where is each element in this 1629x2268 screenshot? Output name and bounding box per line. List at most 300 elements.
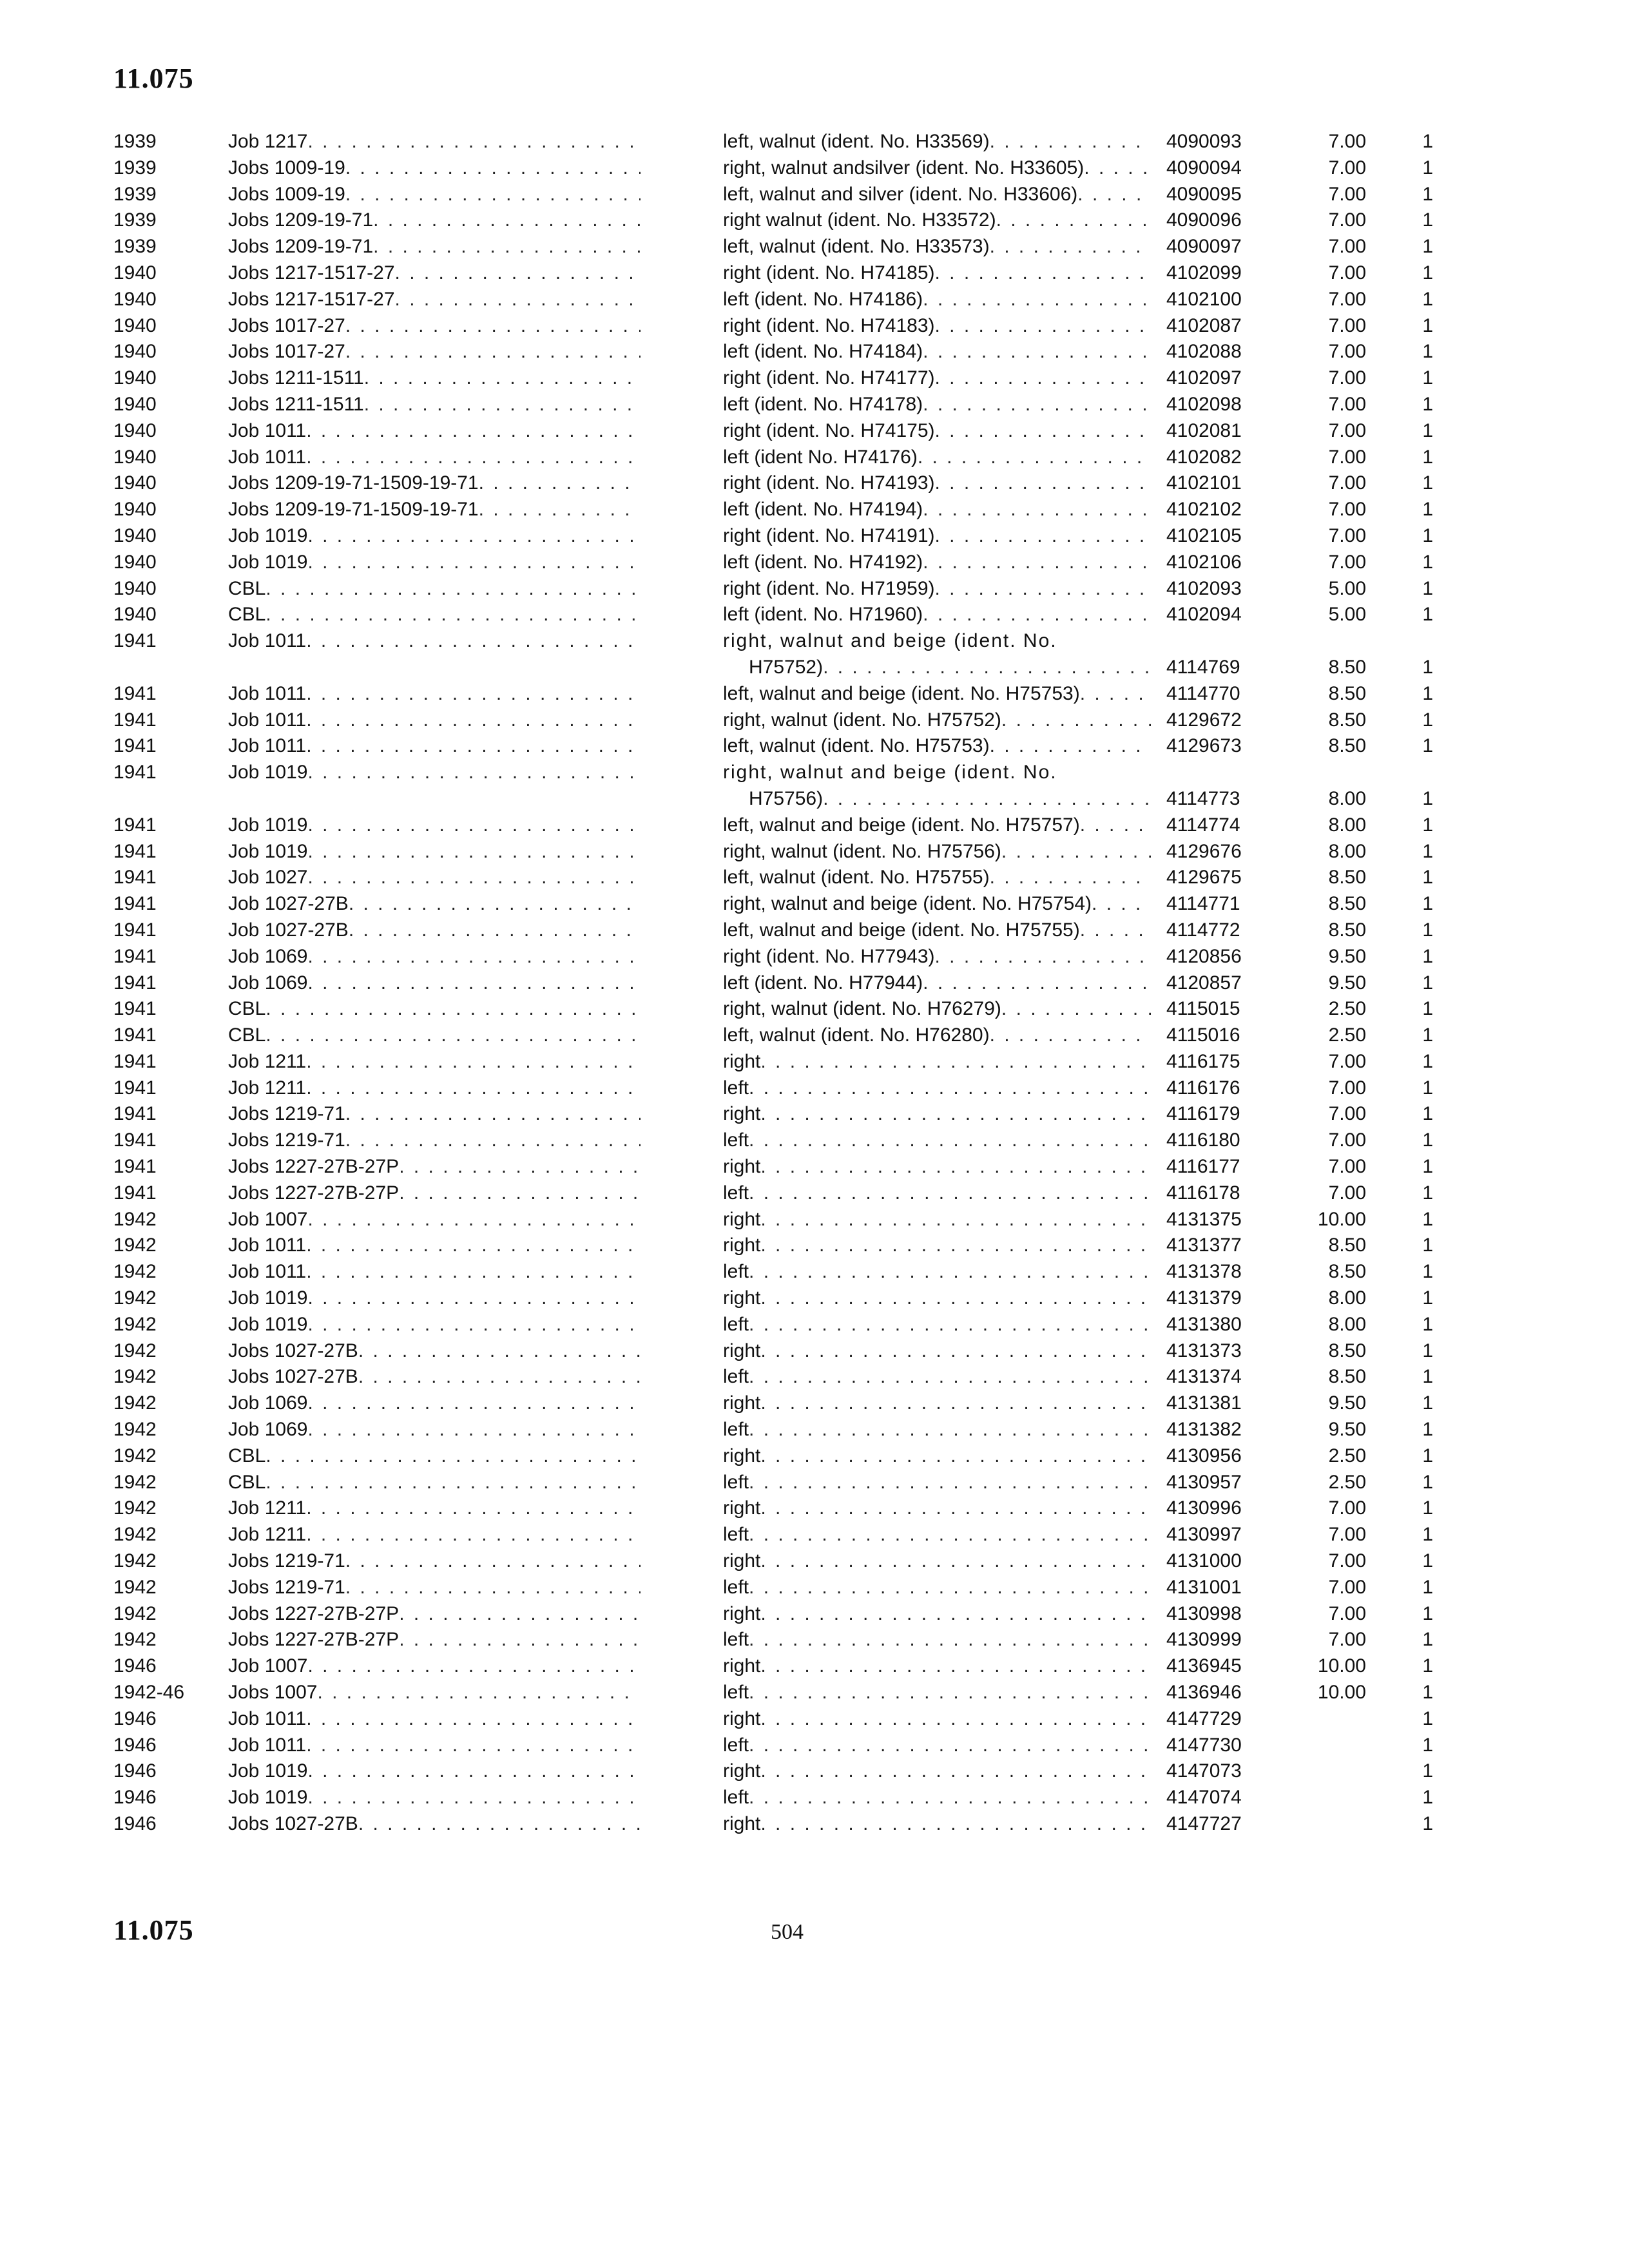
table-row (0, 418, 1629, 445)
year-cell: 1946 (113, 1787, 157, 1809)
job-cell (228, 129, 641, 155)
job-cell (228, 234, 641, 260)
job-text: Job 1069 (228, 1419, 308, 1441)
dot-leader (307, 865, 641, 891)
part-number-cell: 4131375 (1166, 1208, 1242, 1230)
job-text: Job 1027-27B (228, 893, 349, 915)
quantity-cell: 1 (1422, 998, 1433, 1020)
quantity-cell: 1 (1422, 893, 1433, 915)
quantity-cell: 1 (1422, 209, 1433, 231)
price-cell: 7.00 (1328, 1103, 1366, 1125)
table-row (0, 550, 1629, 576)
year-cell: 1940 (113, 393, 157, 415)
part-number-cell: 4129676 (1166, 840, 1242, 862)
price-cell: 8.50 (1328, 682, 1366, 704)
job-cell (228, 418, 641, 445)
dot-leader (749, 1627, 1151, 1653)
year-cell: 1941 (113, 814, 157, 836)
job-cell (228, 260, 641, 287)
job-cell (228, 1390, 641, 1417)
section-number-header: 11.075 (113, 62, 194, 94)
year-cell: 1940 (113, 262, 157, 284)
table-row (0, 970, 1629, 997)
dot-leader (479, 470, 641, 497)
description-text: right (723, 1340, 761, 1361)
quantity-cell: 1 (1422, 1655, 1433, 1677)
job-cell (228, 1312, 641, 1338)
dot-leader (749, 1259, 1151, 1285)
job-text: Job 1019 (228, 762, 308, 783)
price-cell: 8.50 (1328, 709, 1366, 731)
table-row (0, 497, 1629, 523)
price-cell: 2.50 (1328, 1445, 1366, 1466)
table-row (0, 1733, 1629, 1759)
table-row (0, 392, 1629, 418)
description-cell (723, 1312, 1151, 1338)
quantity-cell: 1 (1422, 1682, 1433, 1704)
description-cell (723, 839, 1151, 865)
description-text: right (ident. No. H77943) (723, 945, 935, 967)
job-text: Job 1069 (228, 945, 308, 967)
dot-leader (265, 1470, 641, 1496)
price-cell: 7.00 (1328, 236, 1366, 258)
quantity-cell: 1 (1422, 1050, 1433, 1072)
table-row (0, 944, 1629, 970)
description-text: left, walnut and beige (ident. No. H75755) (723, 919, 1080, 941)
year-cell: 1942 (113, 1366, 157, 1388)
job-text: Jobs 1017-27 (228, 314, 345, 336)
job-cell (228, 1338, 641, 1365)
table-row (0, 1207, 1629, 1233)
description-text: left (ident. No. H74192) (723, 551, 923, 573)
year-cell: 1942 (113, 1287, 157, 1309)
table-row (0, 1548, 1629, 1575)
table-row (0, 1338, 1629, 1365)
year-cell: 1941 (113, 1024, 157, 1046)
dot-leader (345, 182, 641, 208)
job-cell (228, 1785, 641, 1811)
year-cell: 1942 (113, 1471, 157, 1493)
dot-leader (307, 944, 641, 970)
description-cell (723, 1575, 1151, 1601)
description-text: left (ident. No. H71960) (723, 604, 923, 626)
job-text: Jobs 1219-71 (228, 1103, 345, 1125)
table-row (0, 839, 1629, 865)
part-number-cell: 4131379 (1166, 1287, 1242, 1309)
description-text: left (723, 1576, 749, 1598)
table-row (0, 1259, 1629, 1285)
quantity-cell: 1 (1422, 1471, 1433, 1493)
description-text: left (ident No. H74176) (723, 446, 918, 468)
description-text: right (723, 1156, 761, 1178)
job-cell (228, 681, 641, 707)
quantity-cell: 1 (1422, 499, 1433, 521)
year-cell: 1939 (113, 236, 157, 258)
table-row (0, 1101, 1629, 1128)
job-cell (228, 1758, 641, 1785)
price-cell: 7.00 (1328, 209, 1366, 231)
dot-leader (749, 1180, 1151, 1207)
job-text: CBL (228, 1445, 266, 1466)
job-cell (228, 1154, 641, 1180)
dot-leader (749, 1075, 1151, 1102)
dot-leader (760, 1706, 1151, 1733)
job-cell (228, 1575, 641, 1601)
year-cell: 1942 (113, 1550, 157, 1572)
description-text: left (ident. No. H74178) (723, 393, 923, 415)
dot-leader (760, 1653, 1151, 1680)
part-number-cell: 4130996 (1166, 1497, 1242, 1519)
table-row (0, 1364, 1629, 1390)
table-row (0, 812, 1629, 839)
dot-leader (306, 1522, 641, 1548)
description-cell (723, 1443, 1151, 1470)
price-cell: 7.00 (1328, 1497, 1366, 1519)
price-cell: 8.50 (1328, 1366, 1366, 1388)
year-cell: 1941 (113, 972, 157, 994)
quantity-cell: 1 (1422, 1340, 1433, 1361)
part-number-cell: 4120856 (1166, 945, 1242, 967)
dot-leader (760, 1495, 1151, 1522)
dot-leader (760, 1207, 1151, 1233)
dot-leader (307, 129, 641, 155)
description-text: left, walnut (ident. No. H75753) (723, 735, 990, 757)
description-text: right (723, 1497, 761, 1519)
job-cell (228, 1364, 641, 1390)
part-number-cell: 4102094 (1166, 604, 1242, 626)
job-text: Jobs 1027-27B (228, 1366, 358, 1388)
table-row (0, 681, 1629, 707)
year-cell: 1941 (113, 840, 157, 862)
job-text: Jobs 1027-27B (228, 1340, 358, 1361)
description-cell (723, 707, 1151, 734)
year-cell: 1942 (113, 1208, 157, 1230)
description-cell (723, 681, 1151, 707)
price-cell: 7.00 (1328, 314, 1366, 336)
price-cell: 9.50 (1328, 972, 1366, 994)
quantity-cell: 1 (1422, 288, 1433, 310)
year-cell: 1941 (113, 1077, 157, 1099)
quantity-cell: 1 (1422, 1524, 1433, 1546)
part-number-cell: 4129675 (1166, 867, 1242, 889)
job-cell (228, 1259, 641, 1285)
description-cell (723, 891, 1151, 918)
part-number-cell: 4129672 (1166, 709, 1242, 731)
part-number-cell: 4136946 (1166, 1682, 1242, 1704)
description-text: left (ident. No. H74186) (723, 288, 923, 310)
quantity-cell: 1 (1422, 1576, 1433, 1598)
job-text: Job 1011 (228, 419, 307, 441)
job-cell (228, 1233, 641, 1259)
description-cell (723, 1364, 1151, 1390)
job-text: Job 1019 (228, 1313, 308, 1335)
description-cell (723, 155, 1151, 182)
table-row (0, 918, 1629, 944)
dot-leader (307, 1390, 641, 1417)
table-row (0, 234, 1629, 260)
dot-leader (749, 1312, 1151, 1338)
price-cell: 7.00 (1328, 1550, 1366, 1572)
job-text: Job 1211 (228, 1497, 307, 1519)
description-text: right, walnut (ident. No. H76279) (723, 998, 1001, 1020)
quantity-cell: 1 (1422, 1313, 1433, 1335)
year-cell: 1942 (113, 1340, 157, 1361)
job-text: Job 1011 (228, 1261, 307, 1283)
dot-leader (307, 760, 641, 786)
job-cell (228, 497, 641, 523)
job-cell (228, 1128, 641, 1154)
dot-leader (345, 1548, 641, 1575)
price-cell: 7.00 (1328, 1077, 1366, 1099)
description-cell (723, 1128, 1151, 1154)
job-text: Jobs 1211-1511 (228, 367, 364, 389)
description-text: right (723, 1287, 761, 1309)
price-cell: 7.00 (1328, 551, 1366, 573)
year-cell: 1940 (113, 604, 157, 626)
job-text: Jobs 1209-19-71 (228, 209, 374, 231)
description-cell (723, 1075, 1151, 1102)
job-cell (228, 1443, 641, 1470)
year-cell: 1946 (113, 1707, 157, 1729)
dot-leader (265, 1443, 641, 1470)
job-cell (228, 392, 641, 418)
dot-leader (760, 1601, 1151, 1628)
job-text: Job 1011 (228, 709, 307, 731)
dot-leader (307, 839, 641, 865)
dot-leader (935, 944, 1151, 970)
table-row (0, 313, 1629, 340)
job-cell (228, 339, 641, 365)
quantity-cell: 1 (1422, 1497, 1433, 1519)
dot-leader (317, 1680, 641, 1706)
description-text: right (723, 1813, 761, 1834)
description-cell (723, 1470, 1151, 1496)
quantity-cell: 1 (1422, 735, 1433, 757)
description-text: right (723, 1050, 761, 1072)
job-text: Jobs 1227-27B-27P (228, 1629, 400, 1651)
description-cell (723, 1548, 1151, 1575)
part-number-cell: 4102081 (1166, 419, 1242, 441)
description-text: right (ident. No. H71959) (723, 577, 935, 599)
dot-leader (760, 1338, 1151, 1365)
description-cell (723, 996, 1151, 1023)
dot-leader (1001, 996, 1151, 1023)
dot-leader (358, 1338, 641, 1365)
price-cell: 7.00 (1328, 499, 1366, 521)
table-row (0, 1680, 1629, 1706)
job-text: Job 1019 (228, 814, 308, 836)
year-cell: 1941 (113, 945, 157, 967)
year-cell: 1939 (113, 131, 157, 152)
price-cell: 8.50 (1328, 867, 1366, 889)
part-number-cell: 4120857 (1166, 972, 1242, 994)
description-text: right (ident. No. H74175) (723, 419, 935, 441)
dot-leader (760, 1233, 1151, 1259)
dot-leader (307, 1285, 641, 1312)
description-cell (723, 523, 1151, 550)
description-text: right (723, 1445, 761, 1466)
dot-leader (399, 1154, 641, 1180)
quantity-cell: 1 (1422, 1235, 1433, 1256)
table-row (0, 470, 1629, 497)
job-cell (228, 207, 641, 234)
description-cell (723, 287, 1151, 313)
job-text: Job 1211 (228, 1050, 307, 1072)
year-cell: 1939 (113, 209, 157, 231)
dot-leader (760, 1811, 1151, 1838)
description-cell (723, 760, 1151, 812)
job-cell (228, 1495, 641, 1522)
table-row (0, 155, 1629, 182)
quantity-cell: 1 (1422, 1156, 1433, 1178)
description-cell (723, 445, 1151, 471)
description-text: left (723, 1182, 749, 1204)
description-cell (723, 1522, 1151, 1548)
dot-leader (373, 234, 641, 260)
quantity-cell: 1 (1422, 709, 1433, 731)
year-cell: 1941 (113, 867, 157, 889)
year-cell: 1946 (113, 1734, 157, 1756)
quantity-cell: 1 (1422, 551, 1433, 573)
dot-leader (307, 1207, 641, 1233)
quantity-cell: 1 (1422, 1445, 1433, 1466)
part-number-cell: 4114769 (1166, 656, 1240, 678)
dot-leader (990, 1023, 1151, 1049)
dot-leader (760, 1548, 1151, 1575)
job-cell (228, 1627, 641, 1653)
price-cell: 8.00 (1328, 814, 1366, 836)
job-cell (228, 1049, 641, 1075)
job-text: Job 1217 (228, 131, 308, 152)
part-number-cell: 4114774 (1166, 814, 1240, 836)
table-row (0, 1049, 1629, 1075)
job-text: Job 1007 (228, 1208, 308, 1230)
dot-leader (306, 628, 641, 655)
job-text: Job 1011 (228, 1734, 307, 1756)
description-cell (723, 1101, 1151, 1128)
price-cell: 8.00 (1328, 1287, 1366, 1309)
description-text: right (ident. No. H74193) (723, 472, 935, 494)
job-text: Jobs 1209-19-71-1509-19-71 (228, 499, 479, 521)
table-row (0, 1575, 1629, 1601)
dot-leader (923, 550, 1151, 576)
quantity-cell: 1 (1422, 1103, 1433, 1125)
table-row (0, 1522, 1629, 1548)
quantity-cell: 1 (1422, 1707, 1433, 1729)
dot-leader (399, 1601, 641, 1628)
description-text: right (723, 1103, 761, 1125)
quantity-cell: 1 (1422, 183, 1433, 205)
job-text: Jobs 1219-71 (228, 1550, 345, 1572)
part-number-cell: 4131381 (1166, 1392, 1242, 1414)
price-cell: 7.00 (1328, 262, 1366, 284)
dot-leader (760, 1390, 1151, 1417)
part-number-cell: 4131377 (1166, 1235, 1242, 1256)
job-text: Job 1011 (228, 630, 307, 652)
part-number-cell: 4115016 (1166, 1024, 1240, 1046)
job-text: Jobs 1009-19 (228, 183, 345, 205)
part-number-cell: 4131373 (1166, 1340, 1242, 1361)
quantity-cell: 1 (1422, 1602, 1433, 1624)
dot-leader (1080, 812, 1151, 839)
dot-leader (923, 287, 1151, 313)
description-cell (723, 1180, 1151, 1207)
description-text: left, walnut (ident. No. H75755) (723, 867, 990, 889)
dot-leader (307, 1312, 641, 1338)
dot-leader (306, 1233, 641, 1259)
part-number-cell: 4136945 (1166, 1655, 1242, 1677)
part-number-cell: 4115015 (1166, 998, 1240, 1020)
job-text: Job 1011 (228, 446, 307, 468)
dot-leader (990, 234, 1151, 260)
dot-leader (395, 287, 641, 313)
table-row (0, 865, 1629, 891)
description-cell (723, 1601, 1151, 1628)
part-number-cell: 4131374 (1166, 1366, 1242, 1388)
description-text: right (ident. No. H74183) (723, 314, 935, 336)
description-cell (723, 918, 1151, 944)
quantity-cell: 1 (1422, 419, 1433, 441)
price-cell: 8.50 (1328, 656, 1366, 678)
job-text: Jobs 1219-71 (228, 1129, 345, 1151)
job-text: Jobs 1007 (228, 1682, 318, 1704)
part-number-cell: 4090095 (1166, 183, 1242, 205)
description-cell (723, 1233, 1151, 1259)
job-text: Job 1069 (228, 972, 308, 994)
dot-leader (823, 786, 1151, 812)
quantity-cell: 1 (1422, 919, 1433, 941)
quantity-cell: 1 (1422, 1261, 1433, 1283)
description-cell (723, 313, 1151, 340)
year-cell: 1940 (113, 341, 157, 363)
dot-leader (760, 1154, 1151, 1180)
quantity-cell: 1 (1422, 314, 1433, 336)
description-text: left (ident. No. H77944) (723, 972, 923, 994)
year-cell: 1939 (113, 157, 157, 178)
job-cell (228, 1680, 641, 1706)
job-cell (228, 313, 641, 340)
description-text: right, walnut and beige (ident. No. (723, 630, 1057, 652)
dot-leader (749, 1128, 1151, 1154)
quantity-cell: 1 (1422, 236, 1433, 258)
job-text: CBL (228, 1471, 266, 1493)
quantity-cell: 1 (1422, 341, 1433, 363)
dot-leader (306, 1075, 641, 1102)
job-cell (228, 996, 641, 1023)
quantity-cell: 1 (1422, 524, 1433, 546)
description-cell (723, 1680, 1151, 1706)
part-number-cell: 4130999 (1166, 1629, 1242, 1651)
table-row (0, 1785, 1629, 1811)
dot-leader (345, 1101, 641, 1128)
part-number-cell: 4102087 (1166, 314, 1242, 336)
description-text: left, walnut (ident. No. H76280) (723, 1024, 990, 1046)
description-cell (723, 1417, 1151, 1443)
dot-leader (345, 155, 641, 182)
table-row (0, 1653, 1629, 1680)
dot-leader (306, 1733, 641, 1759)
dot-leader (399, 1180, 641, 1207)
dot-leader (935, 576, 1151, 602)
dot-leader (265, 996, 641, 1023)
dot-leader (1080, 681, 1151, 707)
description-cell (723, 576, 1151, 602)
part-number-cell: 4130997 (1166, 1524, 1242, 1546)
dot-leader (306, 418, 641, 445)
dot-leader (306, 445, 641, 471)
description-text: right, walnut and beige (ident. No. (723, 762, 1057, 783)
dot-leader (306, 1259, 641, 1285)
